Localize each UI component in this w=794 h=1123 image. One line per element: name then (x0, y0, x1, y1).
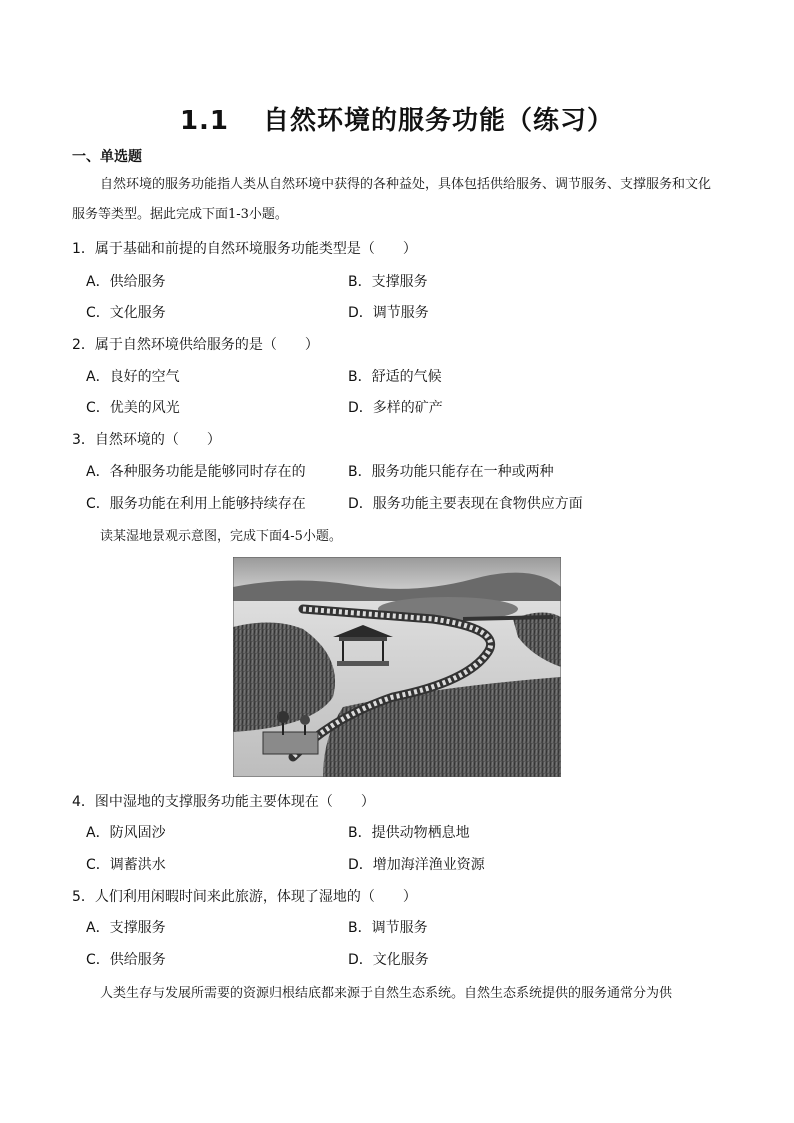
q5-option-b[interactable]: B．调节服务 (348, 920, 428, 936)
intro-paragraph-2: 读某湿地景观示意图，完成下面4-5小题。 (100, 529, 342, 544)
far-walkway (463, 617, 553, 619)
q3-option-d[interactable]: D．服务功能主要表现在食物供应方面 (348, 496, 583, 512)
q4-option-c[interactable]: C．调蓄洪水 (86, 857, 166, 873)
title-number: 1.1 (179, 106, 230, 136)
q2-option-b[interactable]: B．舒适的气候 (348, 369, 442, 385)
question-4-stem: 4．图中湿地的支撑服务功能主要体现在（ ） (72, 794, 375, 810)
umbrella-icon (277, 711, 289, 723)
q2-option-a[interactable]: A．良好的空气 (86, 369, 180, 385)
question-1-stem: 1．属于基础和前提的自然环境服务功能类型是（ ） (72, 241, 417, 257)
title-text: 自然环境的服务功能（练习） (263, 106, 615, 136)
question-3-stem: 3．自然环境的（ ） (72, 432, 221, 448)
page-title (0, 100, 794, 137)
question-2-stem: 2．属于自然环境供给服务的是（ ） (72, 337, 319, 353)
q3-option-a[interactable]: A．各种服务功能是能够同时存在的 (86, 464, 306, 480)
q4-option-a[interactable]: A．防风固沙 (86, 825, 166, 841)
q1-option-d[interactable]: D．调节服务 (348, 305, 429, 321)
q3-option-b[interactable]: B．服务功能只能存在一种或两种 (348, 464, 554, 480)
q2-option-c[interactable]: C．优美的风光 (86, 400, 180, 416)
q1-option-c[interactable]: C．文化服务 (86, 305, 166, 321)
q5-option-d[interactable]: D．文化服务 (348, 952, 429, 968)
q4-option-d[interactable]: D．增加海洋渔业资源 (348, 857, 485, 873)
question-5-stem: 5．人们利用闲暇时间来此旅游，体现了湿地的（ ） (72, 889, 417, 905)
umbrella-icon-2 (300, 715, 310, 725)
wetland-photo (233, 557, 561, 777)
q5-option-c[interactable]: C．供给服务 (86, 952, 166, 968)
q3-option-c[interactable]: C．服务功能在利用上能够持续存在 (86, 496, 306, 512)
platform (263, 732, 318, 754)
paragraph-last: 人类生存与发展所需要的资源归根结底都来源于自然生态系统。自然生态系统提供的服务通常分为供 (100, 986, 673, 1001)
q2-option-d[interactable]: D．多样的矿产 (348, 400, 443, 416)
section-heading: 一、单选题 (72, 149, 142, 165)
pavilion-eave (339, 637, 387, 641)
q4-option-b[interactable]: B．提供动物栖息地 (348, 825, 470, 841)
intro-paragraph-1: 自然环境的服务功能指人类从自然环境中获得的各种益处，具体包括供给服务、调节服务、支撑服务和文化服务等类型。据此完成下面1-3小题。 (72, 177, 712, 222)
q1-option-b[interactable]: B．支撑服务 (348, 274, 428, 290)
q1-option-a[interactable]: A．供给服务 (86, 274, 166, 290)
q5-option-a[interactable]: A．支撑服务 (86, 920, 166, 936)
